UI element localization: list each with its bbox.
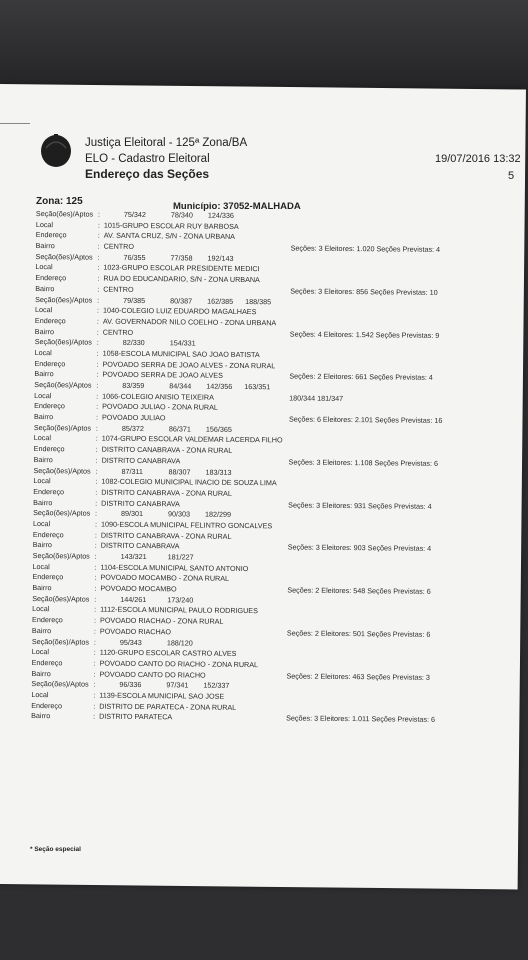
apto-value: 183/313 — [205, 467, 232, 477]
section-summary: Seções: 2 Eleitores: 661 Seções Previstas: 4 — [289, 371, 433, 383]
colon: : — [97, 273, 100, 283]
colon: : — [97, 295, 100, 305]
colon: : — [97, 220, 100, 230]
local-value: 1090-ESCOLA MUNICIPAL FELINTRO GONCALVES — [100, 519, 273, 531]
secoes-label: Seção(ões)/Aptos — [31, 679, 89, 689]
colon: : — [94, 540, 97, 550]
colon: : — [94, 605, 97, 615]
apto-value: 188/385 — [245, 296, 272, 306]
bairro-label: Bairro — [31, 711, 51, 721]
local-value: 1120-GRUPO ESCOLAR CASTRO ALVES — [99, 647, 237, 659]
colon: : — [97, 284, 100, 294]
local-value: 1015-GRUPO ESCOLAR RUY BARBOSA — [103, 220, 239, 231]
colon: : — [94, 530, 97, 540]
bairro-label: Bairro — [34, 369, 54, 379]
colon: : — [96, 337, 99, 347]
local-value: 1104-ESCOLA MUNICIPAL SANTO ANTONIO — [100, 562, 249, 573]
bairro-label: Bairro — [35, 241, 55, 251]
endereco-value: AV. GOVERNADOR NILO COELHO - ZONA URBANA — [102, 316, 277, 328]
colon: : — [93, 711, 96, 721]
colon: : — [96, 327, 99, 337]
colon: : — [95, 444, 98, 454]
bairro-label: Bairro — [33, 454, 53, 464]
secoes-label: Seção(ões)/Aptos — [33, 422, 92, 433]
colon: : — [96, 359, 99, 369]
bairro-label: Bairro — [31, 668, 51, 678]
colon: : — [94, 551, 97, 561]
bairro-value: POVOADO MOCAMBO — [100, 583, 177, 594]
colon: : — [94, 615, 97, 625]
local-label: Local — [34, 390, 52, 400]
local-label: Local — [35, 219, 54, 229]
apto-value: 96/336 — [119, 680, 142, 690]
colon: : — [93, 679, 96, 689]
bairro-label: Bairro — [32, 540, 53, 550]
local-value: 1074-GRUPO ESCOLAR VALDEMAR LACERDA FILHO — [101, 434, 283, 445]
endereco-label: Endereço — [35, 273, 67, 283]
local-value: 1112-ESCOLA MUNICIPAL PAULO RODRIGUES — [100, 605, 258, 616]
bairro-value: CENTRO — [103, 241, 135, 252]
municipio-label: Município: 37052-MALHADA — [173, 201, 301, 212]
bairro-value: POVOADO CANTO DO RIACHO — [99, 669, 206, 680]
bairro-value: DISTRITO CANABRAVA — [101, 498, 180, 508]
bairro-label: Bairro — [34, 326, 55, 336]
zona-label: Zona: 125 — [36, 196, 83, 207]
bairro-label: Bairro — [33, 497, 53, 507]
colon: : — [97, 230, 100, 240]
colon: : — [95, 412, 99, 422]
endereco-label: Endereço — [32, 529, 64, 539]
apto-value: 78/340 — [170, 210, 193, 220]
local-label: Local — [33, 433, 52, 443]
colon: : — [95, 476, 98, 486]
endereco-label: Endereço — [35, 230, 67, 240]
section-summary: Seções: 3 Eleitores: 1.011 Seções Previstas: 6 — [286, 713, 436, 725]
sections-list — [31, 209, 526, 727]
bairro-value: POVOADO JULIAO — [101, 412, 166, 423]
local-label: Local — [31, 647, 49, 657]
secoes-label: Seção(ões)/Aptos — [32, 593, 90, 604]
endereco-label: Endereço — [34, 315, 66, 326]
apto-value: 188/120 — [166, 637, 193, 648]
colon: : — [94, 562, 97, 572]
endereco-label: Endereço — [34, 358, 66, 368]
endereco-label: Endereço — [32, 572, 64, 582]
section-summary: Seções: 3 Eleitores: 903 Seções Previstas: 4 — [287, 542, 432, 554]
apto-value: 83/359 — [122, 380, 145, 391]
colon: : — [96, 401, 99, 411]
background-top — [0, 0, 528, 90]
endereco-value: POVOADO MOCAMBO - ZONA RURAL — [100, 573, 230, 584]
colon: : — [94, 583, 97, 593]
apto-value: 80/387 — [170, 295, 193, 306]
secoes-label: Seção(ões)/Aptos — [34, 379, 92, 390]
header-subtitle: ELO - Cadastro Eleitoral — [85, 153, 210, 165]
local-label: Local — [32, 561, 50, 571]
section-summary: Seções: 2 Eleitores: 548 Seções Previstas: 6 — [287, 585, 431, 596]
local-label: Local — [31, 689, 49, 700]
section-summary: Seções: 4 Eleitores: 1.542 Seções Previstas: 9 — [289, 329, 440, 340]
footnote: * Seção especial — [30, 846, 81, 853]
endereco-value: AV. SANTA CRUZ, S/N - ZONA URBANA — [103, 231, 236, 242]
endereco-label: Endereço — [33, 444, 65, 454]
apto-value: 89/301 — [121, 509, 144, 519]
local-value: 1040-COLEGIO LUIZ EDUARDO MAGALHAES — [102, 305, 257, 317]
secoes-label: Seção(ões)/Aptos — [35, 294, 93, 305]
endereco-value: DISTRITO DE PARATECA - ZONA RURAL — [99, 701, 237, 712]
endereco-label: Endereço — [31, 657, 63, 668]
colon: : — [93, 658, 96, 668]
bairro-label: Bairro — [33, 412, 54, 422]
colon: : — [94, 519, 98, 529]
local-value: 1058-ESCOLA MUNICIPAL SAO JOAO BATISTA — [102, 348, 260, 360]
colon: : — [96, 380, 99, 390]
apto-value: 76/355 — [123, 252, 146, 262]
colon: : — [97, 241, 100, 251]
report-date: 19/07/2016 13:32 — [435, 153, 521, 165]
secoes-label: Seção(ões)/Aptos — [31, 636, 90, 647]
endereco-value: RUA DO EDUCANDARIO, S/N - ZONA URBANA — [103, 273, 260, 285]
local-value: 1082-COLEGIO MUNICIPAL INACIO DE SOUZA LIMA — [101, 476, 277, 488]
apto-value: 85/372 — [121, 423, 144, 433]
colon: : — [97, 209, 100, 219]
secoes-label: Seção(ões)/Aptos — [32, 550, 90, 561]
secoes-label: Seção(ões)/Aptos — [35, 251, 93, 262]
apto-value: 75/342 — [123, 209, 146, 220]
endereco-value: POVOADO RIACHAO - ZONA RURAL — [100, 615, 224, 626]
bairro-value: CENTRO — [103, 284, 134, 294]
local-label: Local — [34, 305, 53, 315]
header-title: Justiça Eleitoral - 125ª Zona/BA — [85, 137, 248, 149]
apto-value: 173/240 — [167, 595, 194, 605]
apto-value: 154/331 — [169, 338, 196, 348]
apto-value: 162/385 — [207, 296, 234, 306]
colon: : — [95, 498, 98, 508]
section-summary: Seções: 3 Eleitores: 1.108 Seções Previstas: 6 — [288, 457, 439, 468]
local-value: 1139-ESCOLA MUNICIPAL SAO JOSE — [99, 690, 225, 701]
bairro-value: CENTRO — [102, 327, 134, 337]
bairro-value: DISTRITO CANABRAVA — [101, 455, 181, 466]
bairro-label: Bairro — [31, 625, 52, 635]
endereco-value: DISTRITO CANABRAVA - ZONA RURAL — [101, 444, 233, 456]
section-summary: Seções: 3 Eleitores: 931 Seções Previstas: 4 — [288, 499, 432, 511]
colon: : — [96, 391, 99, 401]
local-label: Local — [32, 604, 50, 614]
apto-value: 88/307 — [168, 466, 191, 476]
endereco-label: Endereço — [33, 486, 65, 497]
endereco-value: POVOADO CANTO DO RIACHO - ZONA RURAL — [99, 658, 259, 670]
page-number: 5 — [508, 170, 515, 182]
bairro-value: DISTRITO PARATECA — [99, 711, 173, 722]
apto-value: 163/351 — [244, 382, 271, 392]
secoes-label: Seção(ões)/Aptos — [33, 508, 91, 518]
apto-value: 143/321 — [120, 551, 147, 562]
bairro-value: POVOADO RIACHAO — [99, 626, 172, 637]
endereco-value: DISTRITO CANABRAVA - ZONA RURAL — [100, 530, 232, 541]
section-summary: Seções: 2 Eleitores: 501 Seções Previstas: 6 — [286, 628, 431, 639]
local-value: 1066-COLEGIO ANISIO TEIXEIRA — [102, 391, 214, 402]
colon: : — [93, 690, 96, 700]
bairro-value: POVOADO SERRA DE JOAO ALVES — [102, 369, 223, 381]
colon: : — [95, 487, 98, 497]
local-label: Local — [33, 476, 51, 486]
divider — [0, 123, 30, 124]
background-bottom — [0, 880, 528, 960]
colon: : — [96, 305, 100, 315]
colon: : — [95, 466, 98, 476]
page-title: Endereço das Seções — [85, 167, 210, 181]
endereco-value: DISTRITO CANABRAVA - ZONA RURAL — [101, 487, 232, 498]
colon: : — [93, 669, 96, 679]
endereco-label: Endereço — [34, 401, 65, 411]
apto-value: 95/343 — [119, 637, 142, 647]
endereco-label: Endereço — [32, 615, 63, 625]
apto-value: 82/330 — [122, 338, 145, 348]
local-label: Local — [34, 347, 52, 358]
local-label: Local — [35, 262, 53, 272]
coat-of-arms-icon — [40, 132, 72, 168]
endereco-label: Endereço — [31, 700, 63, 710]
colon: : — [95, 423, 98, 433]
apto-value: 124/336 — [207, 210, 234, 220]
apto-value: 144/261 — [120, 594, 147, 604]
colon: : — [96, 348, 99, 358]
bairro-label: Bairro — [32, 583, 52, 593]
colon: : — [95, 508, 98, 518]
apto-value: 86/371 — [168, 424, 191, 434]
colon: : — [93, 626, 96, 636]
apto-value: 79/385 — [123, 295, 146, 305]
apto-value: 97/341 — [166, 680, 189, 690]
apto-value: 87/311 — [121, 466, 143, 476]
apto-value: 90/303 — [168, 509, 191, 519]
apto-value: 156/365 — [205, 424, 232, 434]
section-summary: Seções: 6 Eleitores: 2.101 Seções Previstas: 16 — [288, 414, 443, 425]
colon: : — [96, 316, 99, 326]
section-summary: Seções: 2 Eleitores: 463 Seções Previstas: 3 — [286, 670, 431, 682]
apto-overflow: 180/344 181/347 — [289, 393, 344, 403]
colon: : — [94, 572, 97, 582]
bairro-value: DISTRITO CANABRAVA — [100, 540, 180, 551]
apto-value: 152/337 — [203, 680, 230, 691]
secoes-label: Seção(ões)/Aptos — [34, 337, 92, 347]
colon: : — [93, 647, 96, 657]
colon: : — [95, 434, 98, 444]
section-summary: Seções: 3 Eleitores: 1.020 Seções Previstas: 4 — [290, 243, 441, 254]
colon: : — [93, 701, 96, 711]
secoes-label: Seção(ões)/Aptos — [33, 465, 91, 476]
endereco-value: POVOADO SERRA DE JOAO ALVES - ZONA RURAL — [102, 359, 276, 370]
colon: : — [96, 369, 99, 379]
apto-value: 77/358 — [170, 253, 193, 263]
bairro-label: Bairro — [35, 283, 55, 293]
endereco-value: POVOADO JULIAO - ZONA RURAL — [102, 402, 218, 413]
apto-value: 84/344 — [169, 381, 192, 391]
apto-value: 182/299 — [205, 509, 232, 520]
apto-value: 181/227 — [167, 552, 194, 562]
colon: : — [94, 594, 97, 604]
section-summary: Seções: 3 Eleitores: 856 Seções Previstas: 10 — [290, 286, 438, 297]
apto-value: 192/143 — [207, 253, 234, 263]
local-label: Local — [32, 518, 51, 529]
colon: : — [93, 637, 96, 647]
secoes-label: Seção(ões)/Aptos — [35, 209, 94, 219]
colon: : — [95, 455, 98, 465]
colon: : — [97, 263, 100, 273]
apto-value: 142/356 — [206, 381, 233, 391]
local-value: 1023-GRUPO ESCOLAR PRESIDENTE MEDICI — [103, 263, 260, 274]
colon: : — [97, 252, 100, 262]
